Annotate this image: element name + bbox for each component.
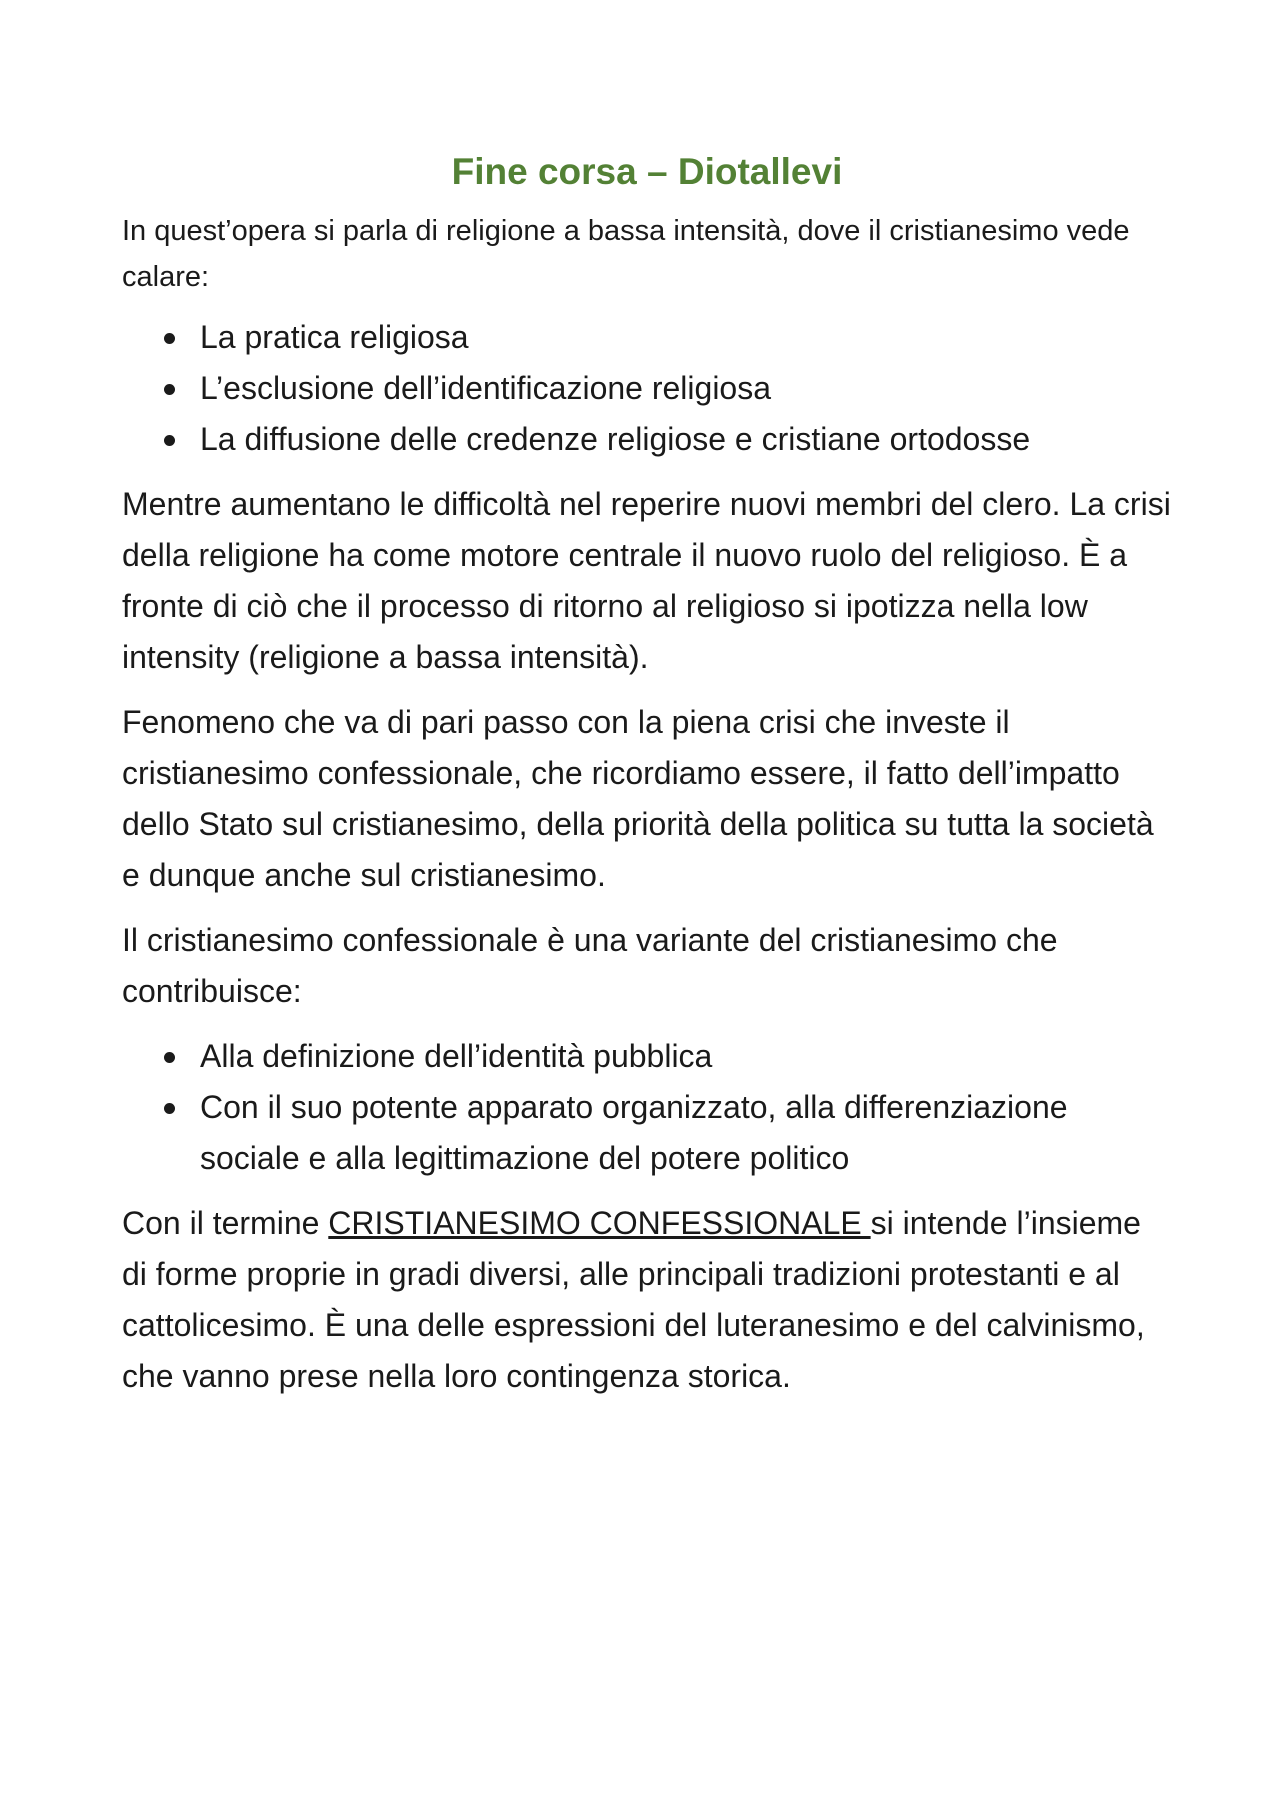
contribution-list xyxy=(122,1031,1172,1184)
page-title: Fine corsa – Diotallevi xyxy=(451,151,843,192)
list-item: La pratica religiosa xyxy=(122,312,1172,363)
paragraph-definition xyxy=(122,1198,1172,1402)
list-item: L’esclusione dell’identificazione religiosa xyxy=(122,363,1172,414)
paragraph-crisis: Mentre aumentano le difficoltà nel reperire nuovi membri del clero. La crisi della religione ha come motore centrale il nuovo ruolo del religioso. È a fronte di ciò che il processo di ritorno al religioso si ipotizza nella low intensity (religione a bassa intensità). xyxy=(122,486,1171,676)
decline-list xyxy=(122,312,1172,465)
paragraph-phenomenon: Fenomeno che va di pari passo con la piena crisi che investe il cristianesimo confessionale, che ricordiamo essere, il fatto dell’impatto dello Stato sul cristianesimo, della priorità della politica su tutta la società e dunque anche sul cristianesimo. xyxy=(122,704,1154,894)
list-item: Alla definizione dell’identità pubblica xyxy=(122,1031,1172,1082)
list-item: Con il suo potente apparato organizzato, alla differenziazione sociale e alla legittimazione del potere politico xyxy=(122,1082,1172,1184)
definition-body: si intende l’insieme di forme proprie in gradi diversi, alle principali tradizioni protestanti e al cattolicesimo. È una delle espressioni del luteranesimo e del calvinismo, che vanno prese nella loro contingenza storica. xyxy=(122,1205,1145,1395)
definition-lead: Con il termine xyxy=(122,1205,329,1242)
paragraph-confessional: Il cristianesimo confessionale è una variante del cristianesimo che contribuisce: xyxy=(122,922,1058,1010)
list-item: La diffusione delle credenze religiose e cristiane ortodosse xyxy=(122,414,1172,465)
intro-paragraph: In quest’opera si parla di religione a bassa intensità, dove il cristianesimo vede calare: xyxy=(122,215,1130,294)
document-page xyxy=(122,150,1172,1416)
definition-term: CRISTIANESIMO CONFESSIONALE xyxy=(328,1205,871,1242)
